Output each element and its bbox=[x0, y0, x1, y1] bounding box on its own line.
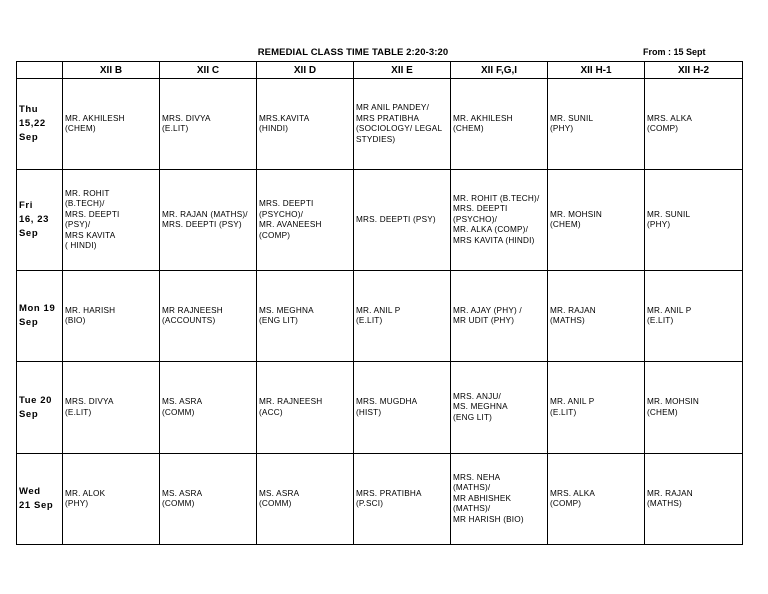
table-cell: MR. RAJAN (MATHS)/ MRS. DEEPTI (PSY) bbox=[160, 170, 257, 271]
column-header: XII B bbox=[63, 62, 160, 79]
day-label: Fri 16, 23 Sep bbox=[17, 170, 63, 271]
table-cell: MR ANIL PANDEY/ MRS PRATIBHA (SOCIOLOGY/ LEGAL STYDIES) bbox=[354, 79, 451, 170]
table-row bbox=[17, 454, 743, 545]
table-cell: MR. MOHSIN (CHEM) bbox=[645, 362, 743, 454]
table-cell: MRS. DEEPTI (PSYCHO)/ MR. AVANEESH (COMP) bbox=[257, 170, 354, 271]
table-cell: MRS. MUGDHA (HIST) bbox=[354, 362, 451, 454]
column-header: XII H-1 bbox=[548, 62, 645, 79]
table-cell: MS. MEGHNA (ENG LIT) bbox=[257, 271, 354, 362]
table-cell: MR. ROHIT (B.TECH)/ MRS. DEEPTI (PSYCHO)/ MR. ALKA (COMP)/ MRS KAVITA (HINDI) bbox=[451, 170, 548, 271]
table-cell: MR. AJAY (PHY) / MR UDIT (PHY) bbox=[451, 271, 548, 362]
column-header: XII D bbox=[257, 62, 354, 79]
table-cell: MS. ASRA (COMM) bbox=[257, 454, 354, 545]
day-label: Tue 20 Sep bbox=[17, 362, 63, 454]
table-cell: MRS. DIVYA (E.LIT) bbox=[160, 79, 257, 170]
table-cell: MRS. DIVYA (E.LIT) bbox=[63, 362, 160, 454]
table-cell: MR. RAJAN (MATHS) bbox=[645, 454, 743, 545]
table-cell: MR. MOHSIN (CHEM) bbox=[548, 170, 645, 271]
day-label: Thu 15,22 Sep bbox=[17, 79, 63, 170]
table-row bbox=[17, 79, 743, 170]
table-cell: MR. RAJNEESH (ACC) bbox=[257, 362, 354, 454]
table-cell: MRS. ALKA (COMP) bbox=[548, 454, 645, 545]
column-header: XII E bbox=[354, 62, 451, 79]
table-row bbox=[17, 362, 743, 454]
day-label: Mon 19 Sep bbox=[17, 271, 63, 362]
table-cell: MR. ROHIT (B.TECH)/ MRS. DEEPTI (PSY)/ MRS KAVITA ( HINDI) bbox=[63, 170, 160, 271]
table-cell: MS. ASRA (COMM) bbox=[160, 454, 257, 545]
column-header: XII H-2 bbox=[645, 62, 743, 79]
table-cell: MRS.KAVITA (HINDI) bbox=[257, 79, 354, 170]
start-date-label: From : 15 Sept bbox=[643, 47, 706, 57]
table-cell: MRS. ALKA (COMP) bbox=[645, 79, 743, 170]
corner-header-cell bbox=[17, 62, 63, 79]
table-cell: MRS. PRATIBHA (P.SCI) bbox=[354, 454, 451, 545]
table-cell: MR. ALOK (PHY) bbox=[63, 454, 160, 545]
timetable-grid bbox=[16, 61, 743, 545]
table-cell: MR. SUNIL (PHY) bbox=[548, 79, 645, 170]
table-cell: MR. SUNIL (PHY) bbox=[645, 170, 743, 271]
table-cell: MR. AKHILESH (CHEM) bbox=[451, 79, 548, 170]
table-cell: MRS. ANJU/ MS. MEGHNA (ENG LIT) bbox=[451, 362, 548, 454]
table-cell: MR. ANIL P (E.LIT) bbox=[354, 271, 451, 362]
table-cell: MR RAJNEESH (ACCOUNTS) bbox=[160, 271, 257, 362]
table-cell: MR. AKHILESH (CHEM) bbox=[63, 79, 160, 170]
table-cell: MR. ANIL P (E.LIT) bbox=[645, 271, 743, 362]
table-cell: MRS. NEHA (MATHS)/ MR ABHISHEK (MATHS)/ MR HARISH (BIO) bbox=[451, 454, 548, 545]
table-cell: MRS. DEEPTI (PSY) bbox=[354, 170, 451, 271]
table-row bbox=[17, 271, 743, 362]
table-row bbox=[17, 170, 743, 271]
day-label: Wed 21 Sep bbox=[17, 454, 63, 545]
table-cell: MR. ANIL P (E.LIT) bbox=[548, 362, 645, 454]
header-row bbox=[17, 62, 743, 79]
table-cell: MR. HARISH (BIO) bbox=[63, 271, 160, 362]
table-cell: MR. RAJAN (MATHS) bbox=[548, 271, 645, 362]
timetable-title: REMEDIAL CLASS TIME TABLE 2:20-3:20 bbox=[257, 47, 449, 58]
column-header: XII F,G,I bbox=[451, 62, 548, 79]
column-header: XII C bbox=[160, 62, 257, 79]
table-cell: MS. ASRA (COMM) bbox=[160, 362, 257, 454]
